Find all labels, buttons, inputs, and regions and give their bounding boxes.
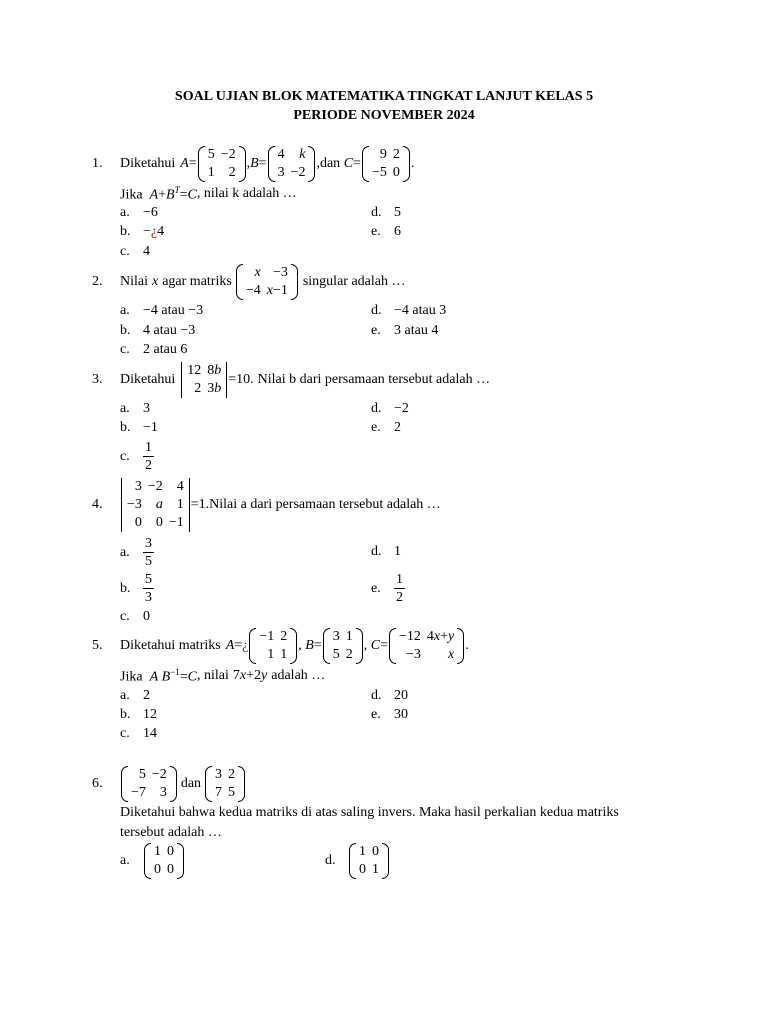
question-1-line2: Jika $A+B^T=C$ , nilai k adalah … bbox=[120, 185, 297, 203]
matrix-entry: −7 bbox=[131, 785, 146, 800]
matrix-entry: 1 bbox=[207, 165, 215, 180]
option-3a: a. 3 bbox=[120, 401, 150, 416]
matrix-entry: −3 bbox=[406, 647, 421, 662]
matrix-entry: 3 bbox=[277, 165, 285, 180]
matrix-entry: 8b bbox=[207, 363, 222, 378]
option-2c: c. 2 atau 6 bbox=[120, 342, 188, 357]
matrix-entry: x−1 bbox=[266, 283, 288, 298]
question-number: 1. bbox=[92, 156, 103, 171]
matrix-entry: 0 bbox=[154, 862, 161, 877]
option-5a: a. 2 bbox=[120, 688, 150, 703]
matrix-entry: 0 bbox=[392, 165, 400, 180]
option-3c: c. $\frac{1}{2}$ bbox=[120, 440, 152, 473]
matrix-b bbox=[268, 146, 316, 182]
matrix-entry: x bbox=[254, 265, 261, 280]
question-number: 5. bbox=[92, 638, 103, 653]
question-number: 3. bbox=[92, 372, 103, 387]
question-2: 2. Nilai x agar matriks x −3 −4 x−1 singular adalah … bbox=[92, 265, 406, 298]
matrix-entry: a bbox=[155, 497, 163, 512]
determinant bbox=[181, 362, 227, 398]
option-4c: c. 0 bbox=[120, 609, 150, 624]
matrix-entry: 5 bbox=[207, 147, 215, 162]
matrix-entry: −2 bbox=[151, 767, 167, 782]
matrix-entry: 2 bbox=[194, 381, 202, 396]
matrix-entry: 5 bbox=[138, 767, 146, 782]
matrix-entry: 3b bbox=[207, 381, 222, 396]
option-3e: e. 2 bbox=[371, 420, 401, 435]
option-1c: c. 4 bbox=[120, 244, 150, 259]
matrix-entry: 12 bbox=[187, 363, 202, 378]
matrix-entry: 0 bbox=[167, 862, 174, 877]
question-6-text2: tersebut adalah … bbox=[120, 825, 222, 840]
question-6-text: Diketahui bahwa kedua matriks di atas saling invers. Maka hasil perkalian kedua matriks bbox=[120, 805, 619, 820]
matrix-entry: 2 bbox=[392, 147, 400, 162]
option-6d: d. 1 0 0 1 bbox=[325, 843, 390, 879]
matrix-entry: 2 bbox=[228, 165, 236, 180]
matrix-entry: 1 bbox=[359, 844, 366, 859]
matrix-entry: −3 bbox=[127, 497, 142, 512]
option-1d: d. 5 bbox=[371, 205, 401, 220]
question-6: 6. 5 −2 −7 3 dan 3 2 7 5 bbox=[92, 766, 246, 802]
matrix-entry: 1 bbox=[176, 497, 184, 512]
matrix-entry: 0 bbox=[134, 515, 142, 530]
matrix-entry: −2 bbox=[220, 147, 236, 162]
matrix-entry: −2 bbox=[147, 479, 163, 494]
option-4b: b. $\frac{5}{3}$ bbox=[120, 572, 152, 605]
matrix-entry: 0 bbox=[167, 844, 174, 859]
matrix-entry: 1 bbox=[345, 629, 353, 644]
question-5: 5. Diketahui matriks A=¿ −1 2 1 1 , B= 3 1 5 2 , C= −12 4x+y −3 x . bbox=[92, 629, 469, 662]
matrix-c bbox=[389, 628, 464, 664]
matrix-entry: 3 bbox=[159, 785, 167, 800]
option-3d: d. −2 bbox=[371, 401, 409, 416]
matrix-entry: 3 bbox=[215, 767, 223, 782]
question-3: 3. Diketahui 12 8b 2 3b =10. Nilai b dari persamaan tersebut adalah … bbox=[92, 363, 491, 396]
option-5d: d. 20 bbox=[371, 688, 408, 703]
question-number: 2. bbox=[92, 274, 103, 289]
matrix-entry: 2 bbox=[228, 767, 236, 782]
option-2b: b. 4 atau −3 bbox=[120, 323, 196, 338]
matrix-entry: 3 bbox=[134, 479, 142, 494]
determinant bbox=[121, 478, 190, 532]
question-4: 4. 3 −2 4 −3 a 1 0 0 −1 =1. Nilai a dari persamaan tersebut adalah … bbox=[92, 479, 441, 530]
question-5-line2: Jika A $B^{-1}=C$ , nilai 7x+2y adalah … bbox=[120, 667, 326, 685]
matrix-a bbox=[249, 628, 297, 664]
option-5e: e. 30 bbox=[371, 707, 408, 722]
option-1e: e. 6 bbox=[371, 224, 401, 239]
option-2e: e. 3 atau 4 bbox=[371, 323, 439, 338]
matrix-c bbox=[362, 146, 410, 182]
matrix-entry: −3 bbox=[272, 265, 288, 280]
question-text: Diketahui bbox=[120, 156, 176, 171]
exam-period: PERIODE NOVEMBER 2024 bbox=[293, 108, 475, 123]
matrix-entry: 1 bbox=[154, 844, 161, 859]
option-1a: a. −6 bbox=[120, 205, 158, 220]
matrix-entry: x bbox=[448, 647, 455, 662]
matrix-entry: 4 bbox=[176, 479, 184, 494]
matrix-entry: 2 bbox=[345, 647, 353, 662]
option-4d: d. 1 bbox=[371, 544, 401, 559]
matrix-entry: −5 bbox=[371, 165, 387, 180]
question-number: 6. bbox=[92, 776, 103, 791]
option-2a: a. −4 atau −3 bbox=[120, 303, 204, 318]
matrix-entry: 4 bbox=[277, 147, 285, 162]
matrix-entry: −1 bbox=[168, 515, 184, 530]
matrix-entry: 7 bbox=[215, 785, 223, 800]
matrix-entry: −12 bbox=[399, 629, 421, 644]
matrix-entry: 4x+y bbox=[426, 629, 455, 644]
option-2d: d. −4 atau 3 bbox=[371, 303, 447, 318]
option-1b: b. −¿ 4 bbox=[120, 224, 165, 239]
matrix-entry: −4 bbox=[245, 283, 261, 298]
matrix-entry: 5 bbox=[332, 647, 340, 662]
matrix-entry: 2 bbox=[280, 629, 288, 644]
matrix-entry: 9 bbox=[379, 147, 387, 162]
option-6a: a. 1 0 0 0 bbox=[120, 843, 185, 879]
question-text: , nilai k adalah … bbox=[196, 186, 297, 202]
option-3b: b. −1 bbox=[120, 420, 158, 435]
question-number: 4. bbox=[92, 497, 103, 512]
exam-title: SOAL UJIAN BLOK MATEMATIKA TINGKAT LANJUT KELAS 5 bbox=[174, 89, 594, 104]
question-1: 1. Diketahui A= 5 −2 1 2 ,B= 4 k 3 −2 ,dan C= 9 2 −5 0 . bbox=[92, 147, 415, 180]
matrix-entry: 1 bbox=[280, 647, 288, 662]
option-4e: e. $\frac{1}{2}$ bbox=[371, 572, 403, 605]
matrix-entry: 1 bbox=[267, 647, 275, 662]
matrix-entry: 0 bbox=[359, 862, 366, 877]
option-4a: a. $\frac{3}{5}$ bbox=[120, 536, 152, 569]
matrix bbox=[236, 264, 298, 300]
matrix-a bbox=[198, 146, 246, 182]
matrix-1 bbox=[121, 766, 177, 802]
matrix-entry: 1 bbox=[372, 862, 379, 877]
matrix-entry: 3 bbox=[332, 629, 340, 644]
matrix-entry: 5 bbox=[228, 785, 236, 800]
matrix-entry: 0 bbox=[155, 515, 163, 530]
matrix-b bbox=[323, 628, 363, 664]
matrix-entry: −2 bbox=[290, 165, 306, 180]
option-5c: c. 14 bbox=[120, 726, 157, 741]
option-5b: b. 12 bbox=[120, 707, 157, 722]
matrix-entry: 0 bbox=[372, 844, 379, 859]
matrix-entry: k bbox=[299, 147, 306, 162]
matrix-entry: −1 bbox=[259, 629, 275, 644]
matrix-2 bbox=[205, 766, 245, 802]
